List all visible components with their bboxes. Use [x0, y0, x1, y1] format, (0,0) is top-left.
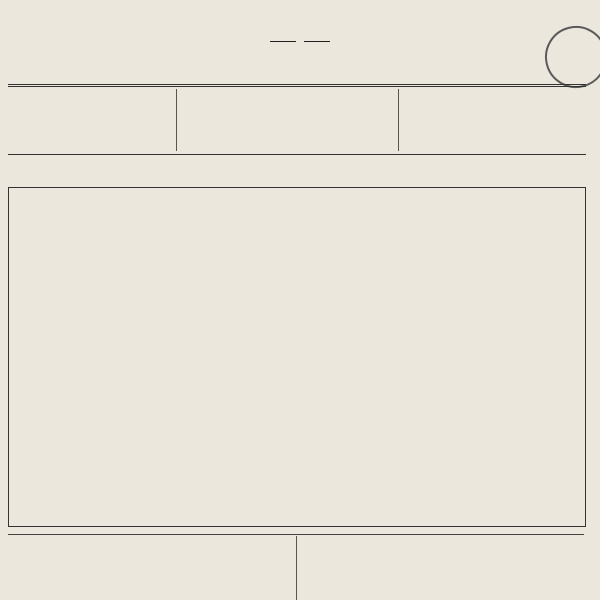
- issue-line: [8, 158, 586, 182]
- header-rule-double: [8, 86, 586, 87]
- contents-frame: [8, 187, 586, 527]
- year-line: [0, 33, 600, 47]
- contents-right-column: [308, 268, 578, 271]
- column-divider: [398, 89, 399, 151]
- contents-left-column: [20, 268, 290, 271]
- column-divider: [176, 89, 177, 151]
- price-table: [180, 88, 394, 153]
- article-divider: [296, 536, 297, 600]
- article-rule: [8, 534, 584, 535]
- issue-rule: [8, 154, 586, 155]
- masthead: [0, 0, 600, 26]
- header-rule: [8, 84, 586, 85]
- price-col-headers: [180, 96, 394, 103]
